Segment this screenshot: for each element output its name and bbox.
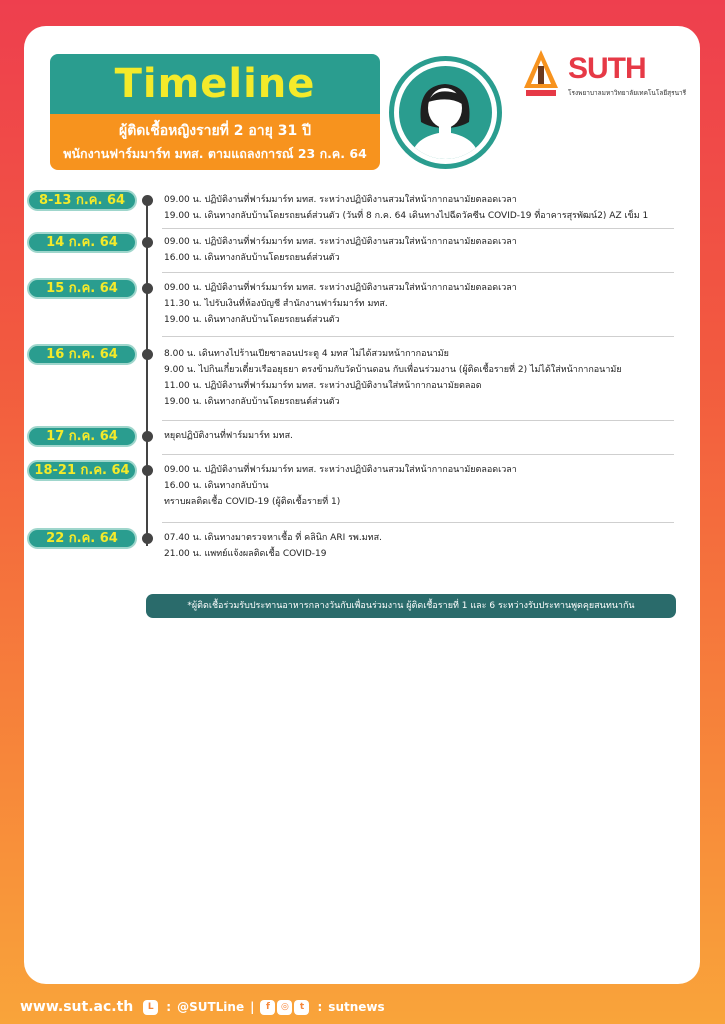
event-text: 8.00 น. เดินทางไปร้านเปียซาลอนประตู 4 มทส ไม่ได้สวมหน้ากากอนามัย <box>164 349 449 359</box>
divider <box>162 420 674 421</box>
footer <box>20 996 710 1018</box>
separator: : <box>166 1000 172 1014</box>
patient-occupation: พนักงานฟาร์มมาร์ท มทส. ตามแถลงการณ์ 23 ก.ค. 64 <box>63 146 367 161</box>
date-badge: 16 ก.ค. 64 <box>27 344 137 365</box>
event-text: ทราบผลติดเชื้อ COVID-19 (ผู้ติดเชื้อรายที่ 1) <box>164 497 341 507</box>
hospital-logo <box>520 48 687 104</box>
event-text: หยุดปฏิบัติงานที่ฟาร์มมาร์ท มทส. <box>164 431 293 441</box>
date-badge: 17 ก.ค. 64 <box>27 426 137 447</box>
separator: : <box>317 1000 323 1014</box>
date-badge: 15 ก.ค. 64 <box>27 278 137 299</box>
timeline-dot <box>142 465 153 476</box>
patient-description: ผู้ติดเชื้อหญิงรายที่ 2 อายุ 31 ปี <box>119 123 311 139</box>
twitter-icon: t <box>294 1000 309 1015</box>
logo-wordmark: SUTH <box>568 52 646 85</box>
female-avatar-icon <box>399 66 492 159</box>
timeline-dot <box>142 237 153 248</box>
avatar <box>389 56 502 169</box>
timeline-dot <box>142 431 153 442</box>
event-text: 11.30 น. ไปรับเงินที่ห้องบัญชี สำนักงานฟาร์มมาร์ท มทส. <box>164 299 388 309</box>
divider <box>162 228 674 229</box>
event-text: 21.00 น. แพทย์แจ้งผลติดเชื้อ COVID-19 <box>164 549 327 559</box>
event-text: 16.00 น. เดินทางกลับบ้าน <box>164 481 269 491</box>
line-account[interactable]: @SUTLine <box>177 1000 245 1014</box>
timeline-dot <box>142 195 153 206</box>
content-card <box>24 26 700 984</box>
university-seal-icon <box>520 48 562 100</box>
instagram-icon: ◎ <box>277 1000 292 1015</box>
timeline-axis <box>146 196 148 546</box>
page-title: Timeline <box>114 61 316 107</box>
event-text: 07.40 น. เดินทางมาตรวจหาเชื้อ ที่ คลินิก ARI รพ.มทส. <box>164 533 382 543</box>
date-badge: 8-13 ก.ค. 64 <box>27 190 137 211</box>
event-text: 19.00 น. เดินทางกลับบ้านโดยรถยนต์ส่วนตัว <box>164 397 340 407</box>
event-text: 09.00 น. ปฏิบัติงานที่ฟาร์มมาร์ท มทส. ระหว่างปฏิบัติงานสวมใส่หน้ากากอนามัยตลอดเวลา <box>164 237 517 247</box>
separator: | <box>250 1000 255 1014</box>
event-text: 11.00 น. ปฏิบัติงานที่ฟาร์มมาร์ท มทส. ระหว่างปฏิบัติงานใส่หน้ากากอนามัยตลอด <box>164 381 482 391</box>
line-icon: L <box>143 1000 158 1015</box>
logo-subtitle: โรงพยาบาลมหาวิทยาลัยเทคโนโลยีสุรนารี <box>568 89 687 97</box>
event-text: 09.00 น. ปฏิบัติงานที่ฟาร์มมาร์ท มทส. ระหว่างปฏิบัติงานสวมใส่หน้ากากอนามัยตลอดเวลา <box>164 465 517 475</box>
timeline-dot <box>142 283 153 294</box>
divider <box>162 522 674 523</box>
event-text: 16.00 น. เดินทางกลับบ้านโดยรถยนต์ส่วนตัว <box>164 253 340 263</box>
divider <box>162 272 674 273</box>
divider <box>162 454 674 455</box>
date-badge: 22 ก.ค. 64 <box>27 528 137 549</box>
divider <box>162 336 674 337</box>
title-banner <box>50 54 380 114</box>
footnote-banner: *ผู้ติดเชื้อร่วมรับประทานอาหารกลางวันกับเพื่อนร่วมงาน ผู้ติดเชื้อรายที่ 1 และ 6 ระหว่างรับประทานพูดคุยสนทนากัน <box>146 594 676 618</box>
timeline-dot <box>142 533 153 544</box>
date-badge: 14 ก.ค. 64 <box>27 232 137 253</box>
event-text: 19.00 น. เดินทางกลับบ้านโดยรถยนต์ส่วนตัว <box>164 315 340 325</box>
timeline-dot <box>142 349 153 360</box>
subtitle-banner <box>50 114 380 170</box>
event-text: 09.00 น. ปฏิบัติงานที่ฟาร์มมาร์ท มทส. ระหว่างปฏิบัติงานสวมใส่หน้ากากอนามัยตลอดเวลา <box>164 195 517 205</box>
website-link[interactable]: www.sut.ac.th <box>20 999 134 1015</box>
social-account[interactable]: sutnews <box>328 1000 385 1014</box>
date-badge: 18-21 ก.ค. 64 <box>27 460 137 481</box>
event-text: 9.00 น. ไปกินเกี๋ยวเตี๋ยวเรืออยุธยา ตรงข้ามกับวัดบ้านดอน กับเพื่อนร่วมงาน (ผู้ติดเชื้อรายที่ 2) ไม่ได้ใส่หน้ากากอนามัย <box>164 365 622 375</box>
event-text: 09.00 น. ปฏิบัติงานที่ฟาร์มมาร์ท มทส. ระหว่างปฏิบัติงานสวมใส่หน้ากากอนามัยตลอดเวลา <box>164 283 517 293</box>
event-text: 19.00 น. เดินทางกลับบ้านโดยรถยนต์ส่วนตัว (วันที่ 8 ก.ค. 64 เดินทางไปฉีดวัคซีน COVID-19 ที่อาคารสุรพัฒน์2) AZ เข็ม 1 <box>164 211 649 221</box>
facebook-icon: f <box>260 1000 275 1015</box>
